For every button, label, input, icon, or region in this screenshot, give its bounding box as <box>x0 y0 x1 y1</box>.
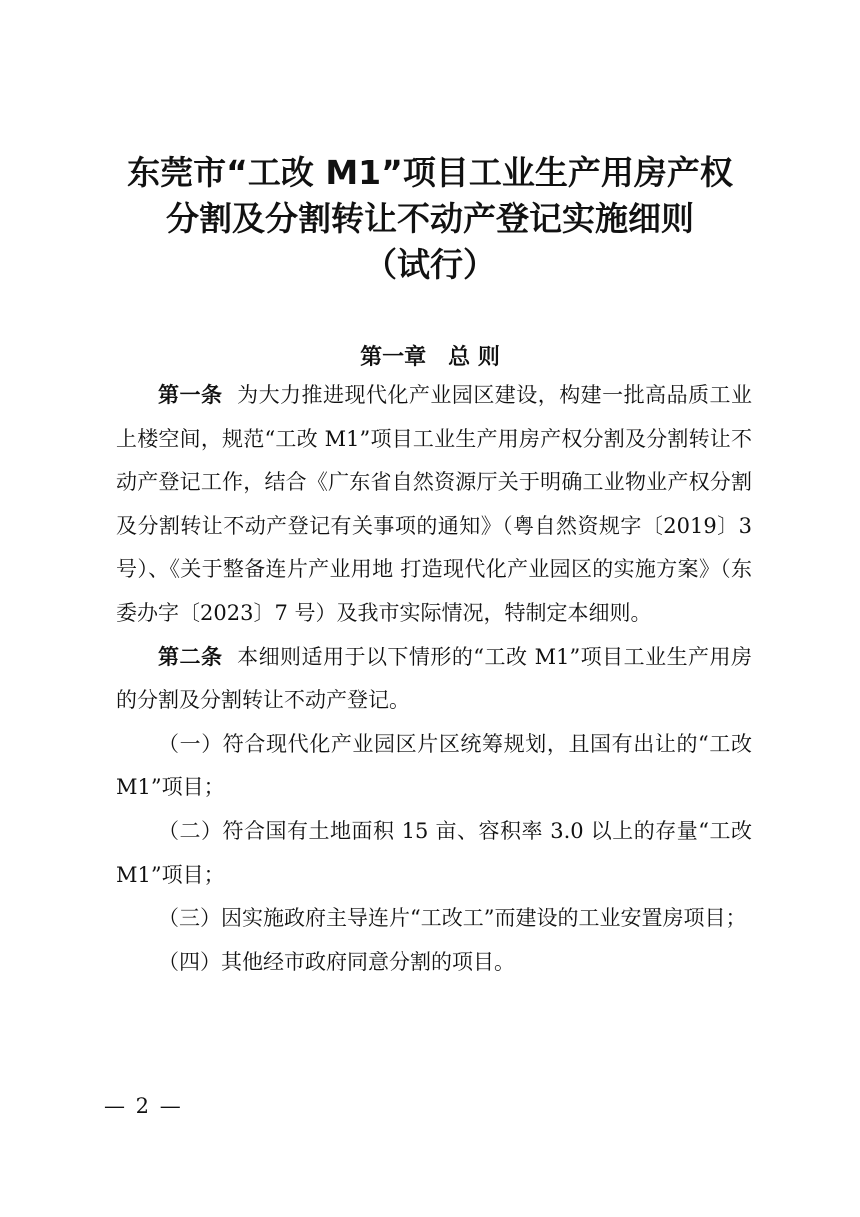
title-line-3: （试行） <box>364 245 496 284</box>
article-1 <box>116 374 752 636</box>
page-number: — 2 — <box>104 1094 183 1118</box>
title-line-1: 东莞市“工改 M1”项目工业生产用房产权 <box>127 153 733 192</box>
list-item <box>116 810 752 897</box>
list-item-text: （四）其他经市政府同意分割的项目。 <box>158 949 515 974</box>
article-2 <box>116 636 752 723</box>
chapter-heading: 第一章 总 则 <box>360 345 500 370</box>
list-item-text: （一）符合现代化产业园区片区统筹规划，且国有出让的“工改 M1”项目； <box>116 731 752 800</box>
article-text: 为大力推进现代化产业园区建设，构建一批高品质工业上楼空间，规范“工改 M1”项目工业生产用房产权分割及分割转让不动产登记工作，结合《广东省自然资源厅关于明确工业物业产权分割及分割转让不动产登记有关事项的通知》（粤自然资规字〔2019〕3 号）、《关于整备连片产业用地 打造现代化产业园区的实施方案》（东委办字〔2023〕7 号）及我市实际情况，特制定本细则。 <box>116 383 752 625</box>
title-line-2: 分割及分割转让不动产登记实施细则 <box>166 199 694 238</box>
document-body <box>116 374 752 984</box>
list-item-text: （二）符合国有土地面积 15 亩、容积率 3.0 以上的存量“工改 M1”项目； <box>116 818 752 887</box>
list-item-text: （三）因实施政府主导连片“工改工”而建设的工业安置房项目； <box>158 906 747 931</box>
article-label: 第一条 <box>158 383 223 407</box>
list-item <box>116 941 752 985</box>
list-item <box>116 897 752 941</box>
list-item <box>116 723 752 810</box>
document-title <box>0 150 860 288</box>
article-label: 第二条 <box>158 644 223 669</box>
article-text: 本细则适用于以下情形的“工改 M1”项目工业生产用房的分割及分割转让不动产登记。 <box>116 644 752 713</box>
